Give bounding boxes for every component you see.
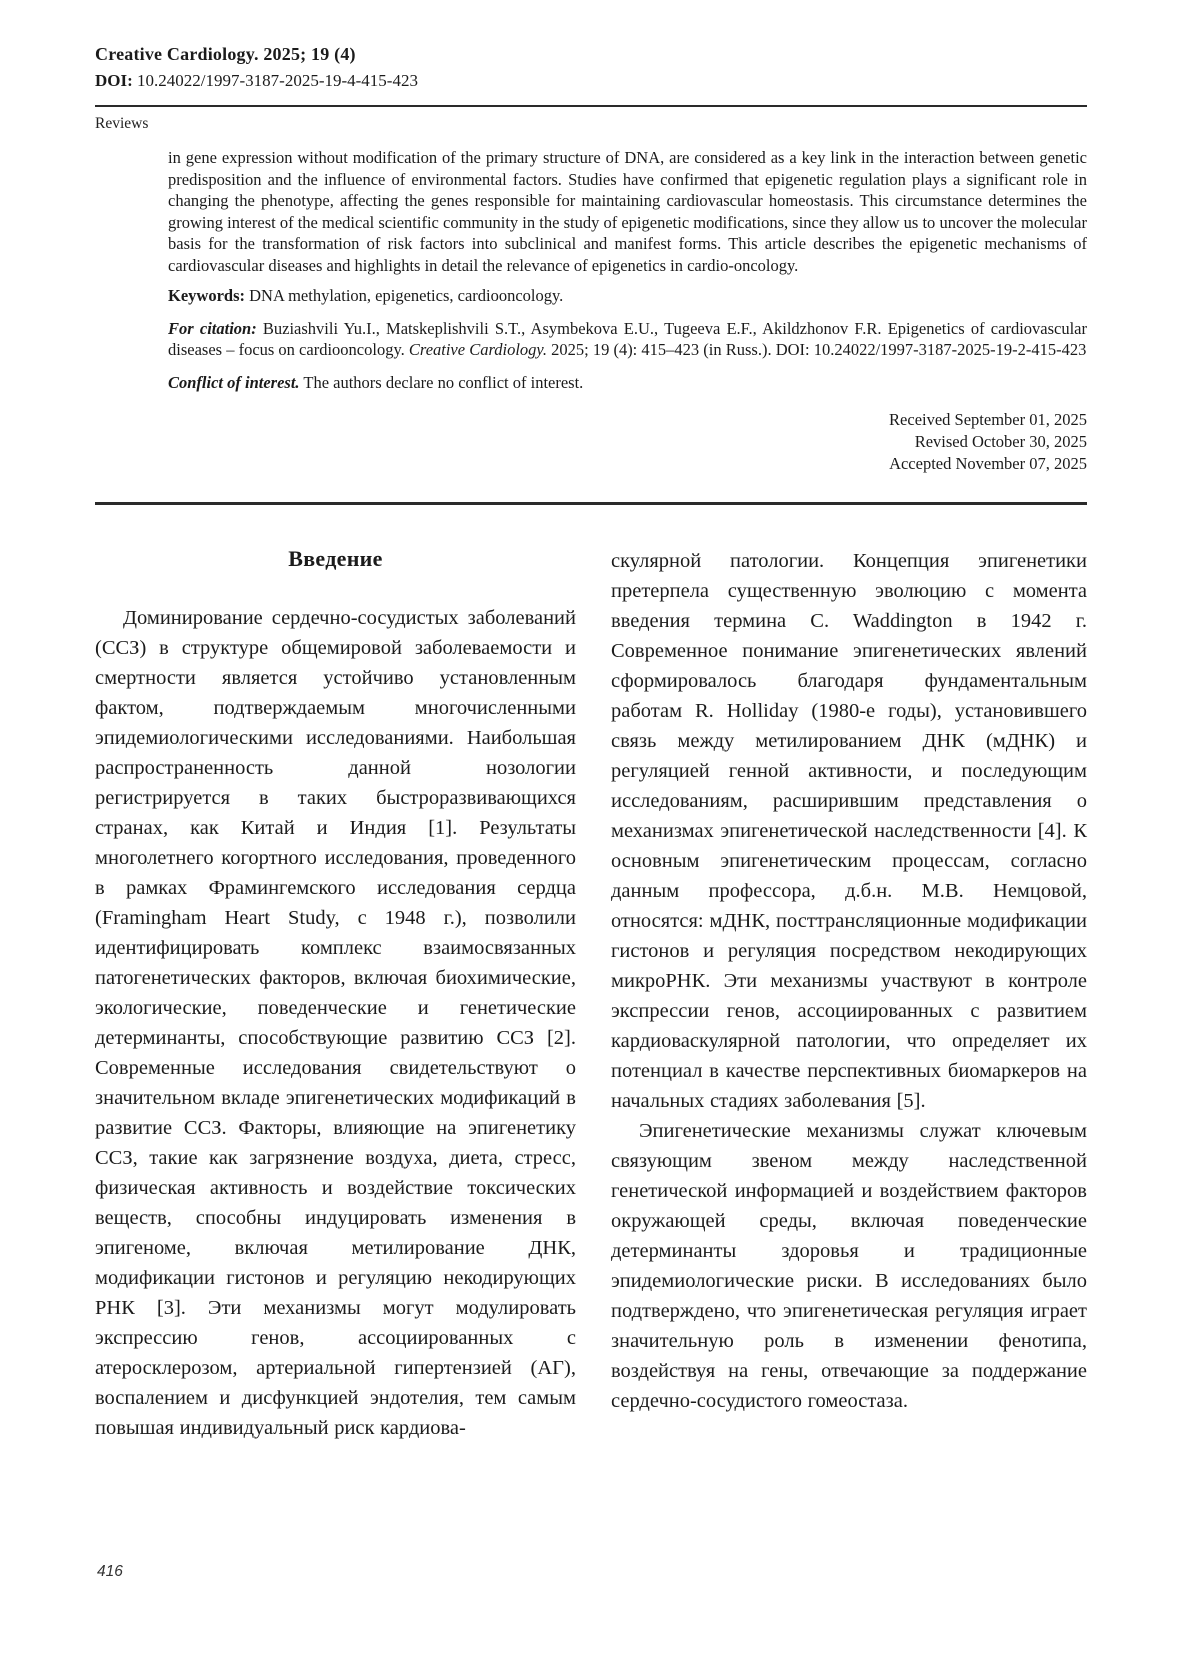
left-column xyxy=(95,546,576,1443)
doi-label: DOI: xyxy=(95,71,133,90)
manuscript-dates xyxy=(95,409,1087,475)
keywords-text: DNA methylation, epigenetics, cardiooncology. xyxy=(249,286,564,305)
citation-issue-doi-text: 2025; 19 (4): 415–423 (in Russ.). DOI: 10.24022/1997-3187-2025-19-2-415-423 xyxy=(551,340,1087,359)
section-label: Reviews xyxy=(95,115,149,132)
page-header xyxy=(95,42,1087,92)
keywords-label: Keywords: xyxy=(168,286,245,305)
keywords-line xyxy=(168,285,1087,307)
header-rule xyxy=(95,105,1087,107)
abstract-block xyxy=(168,147,1087,393)
revised-date: Revised October 30, 2025 xyxy=(914,432,1087,451)
accepted-date: Accepted November 07, 2025 xyxy=(889,454,1087,473)
section-divider-rule xyxy=(95,502,1087,505)
citation-journal-name: Creative Cardiology. xyxy=(408,340,547,359)
abstract-text: in gene expression without modification of the primary structure of DNA, are considered as a key link in the interaction between genetic predisposition and the influence of environmental factors. Studies have confirmed that epigenetic regulation plays a significant role in changing the phenotype, affecting the genes responsible for maintaining cardiovascular homeostasis. This circumstance determines the growing interest of the medical scientific community in the study of epigenetic modifications, since they allow us to uncover the molecular basis for the transformation of risk factors into subclinical and manifest forms. This article describes the epigenetic mechanisms of cardiovascular diseases and highlights in detail the relevance of epigenetics in cardio-oncology. xyxy=(168,148,1087,275)
citation-label: For citation: xyxy=(168,318,257,338)
conflict-text: The authors declare no conflict of interest. xyxy=(303,372,584,392)
conflict-of-interest-line xyxy=(168,372,1087,394)
journal-issue-line: Creative Cardiology. 2025; 19 (4) xyxy=(95,44,356,64)
right-column-continuation-paragraph: скулярной патологии. Концепция эпигенетики претерпела существенную эволюцию с момента введения термина C. Waddington в 1942 г. Современное понимание эпигенетических явлений сформировалось благодаря фундаментальным работам R. Holliday (1980-е годы), установившего связь между метилированием ДНК (мДНК) и регуляцией генной активности, и последующим исследованиям, расширившим представления о механизмах эпигенетической наследственности [4]. К основным эпигенетическим процессам, согласно данным профессора, д.б.н. М.В. Немцовой, относятся: мДНК, посттрансляционные модификации гистонов и регуляция посредством некодирующих микроРНК. Эти механизмы участвуют в контроле экспрессии генов, ассоциированных с развитием кардиоваскулярной патологии, что определяет их потенциал в качестве перспективных биомаркеров на начальных стадиях заболевания [5]. xyxy=(611,550,1087,1112)
citation-line xyxy=(168,318,1087,361)
article-body-columns xyxy=(95,546,1087,1443)
left-column-paragraph: Доминирование сердечно-сосудистых заболеваний (ССЗ) в структуре общемировой заболеваемости и смертности является устойчиво установленным фактом, подтверждаемым многочисленными эпидемиологическими исследованиями. Наибольшая распространенность данной нозологии регистрируется в таких быстроразвивающихся странах, как Китай и Индия [1]. Результаты многолетнего когортного исследования, проведенного в рамках Фрамингемского исследования сердца (Framingham Heart Study, с 1948 г.), позволили идентифицировать комплекс взаимосвязанных патогенетических факторов, включая биохимические, экологические, поведенческие и генетические детерминанты, способствующие развитию ССЗ [2]. Современные исследования свидетельствуют о значительном вкладе эпигенетических модификаций в развитие ССЗ. Факторы, влияющие на эпигенетику ССЗ, такие как загрязнение воздуха, диета, стресс, физическая активность и воздействие токсических веществ, способны индуцировать изменения в эпигеноме, включая метилирование ДНК, модификации гистонов и регуляцию некодирующих РНК [3]. Эти механизмы могут модулировать экспрессию генов, ассоциированных с атеросклерозом, артериальной гипертензией (АГ), воспалением и дисфункцией эндотелия, тем самым повышая индивидуальный риск кардиова- xyxy=(95,607,576,1439)
conflict-label: Conflict of interest. xyxy=(168,372,300,392)
citation-authors-text: Buziashvili Yu.I., Matskeplishvili S.T., Asymbekova E.U., Tugeeva E.F., Akildzhonov F.R. Epigenetics of cardiovascular diseases – focus on cardiooncology. xyxy=(168,318,1087,359)
doi-value: 10.24022/1997-3187-2025-19-4-415-423 xyxy=(137,71,418,90)
doi-line xyxy=(95,70,1087,92)
right-column-paragraph: Эпигенетические механизмы служат ключевым связующим звеном между наследственной генетической информацией и воздействием факторов окружающей среды, включая поведенческие детерминанты здоровья и традиционные эпидемиологические риски. В исследованиях было подтверждено, что эпигенетическая регуляция играет значительную роль в изменении фенотипа, воздействуя на гены, отвечающие за поддержание сердечно-сосудистого гомеостаза. xyxy=(611,1120,1087,1412)
received-date: Received September 01, 2025 xyxy=(889,410,1087,429)
introduction-heading: Введение xyxy=(288,546,383,571)
right-column xyxy=(611,546,1087,1443)
page-number: 416 xyxy=(97,1563,123,1580)
